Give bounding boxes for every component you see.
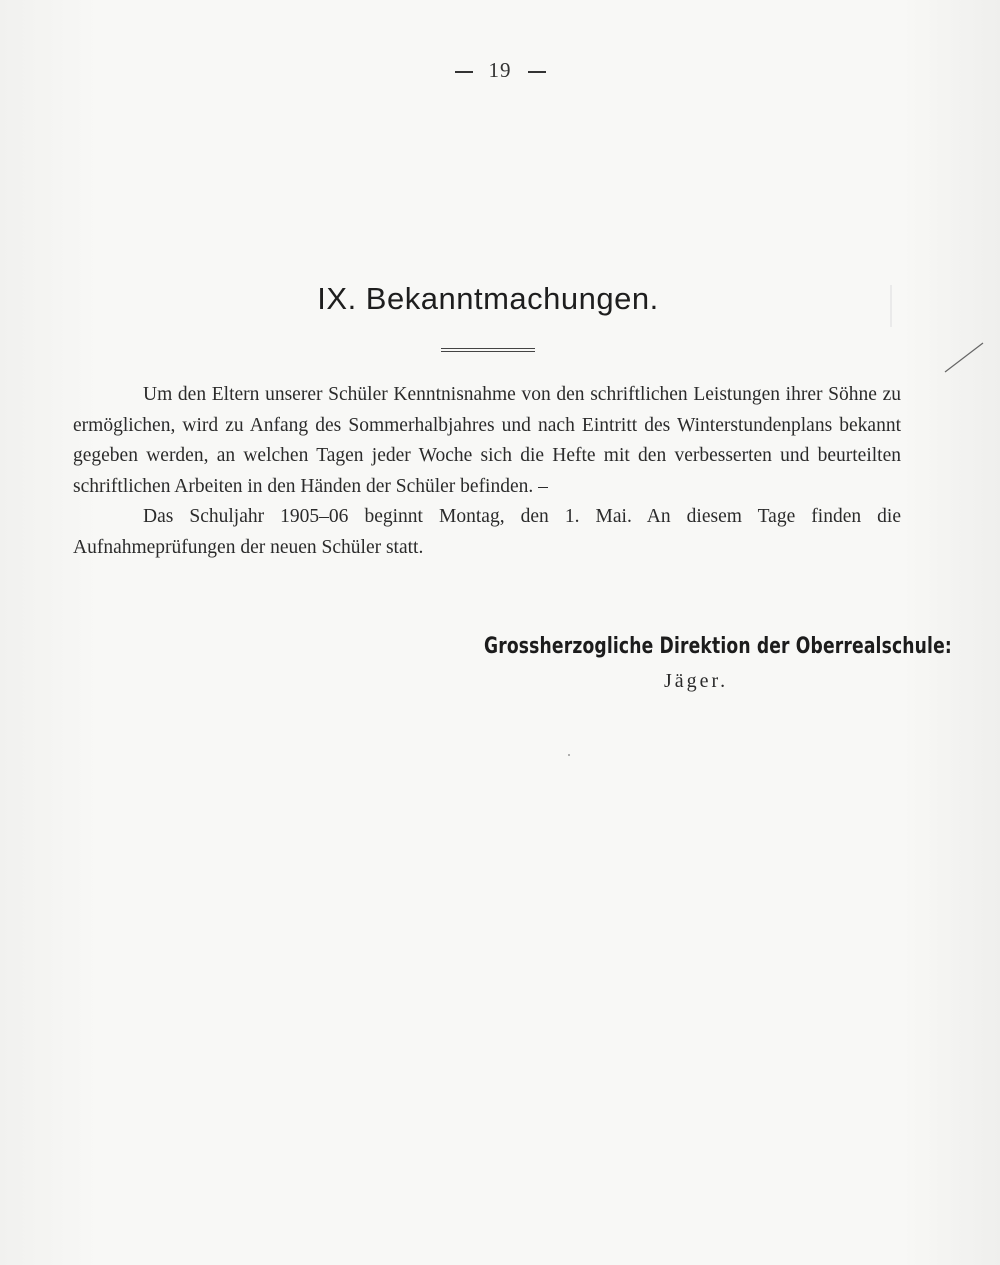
page-number-value: 19 bbox=[488, 58, 512, 82]
section-title: IX. Bekanntmachungen. bbox=[317, 281, 659, 316]
paragraph-2: Das Schuljahr 1905–06 beginnt Montag, den 1. Mai. An diesem Tage finden die Aufnahmeprüfungen der neuen Schüler statt. bbox=[73, 506, 901, 558]
pencil-stroke-mark bbox=[945, 343, 983, 372]
signature-name: Jäger. bbox=[664, 670, 729, 692]
speck-mark bbox=[568, 754, 570, 756]
paragraph-1: Um den Eltern unserer Schüler Kenntnisnahme von den schriftlichen Leistungen ihrer Söhne zu ermöglichen, wird zu Anfang des Sommerhalbjahres und nach Eintritt des Winterstundenplans bekannt gegeben werden, an welchen Tagen jeder Woche sich die Hefte mit den verbesserten und beurteilten schriftlichen Arbeiten in den Händen der Schüler befinden. – bbox=[73, 384, 901, 497]
signature-organization: Grossherzogliche Direktion der Oberrealschule: bbox=[484, 634, 952, 659]
